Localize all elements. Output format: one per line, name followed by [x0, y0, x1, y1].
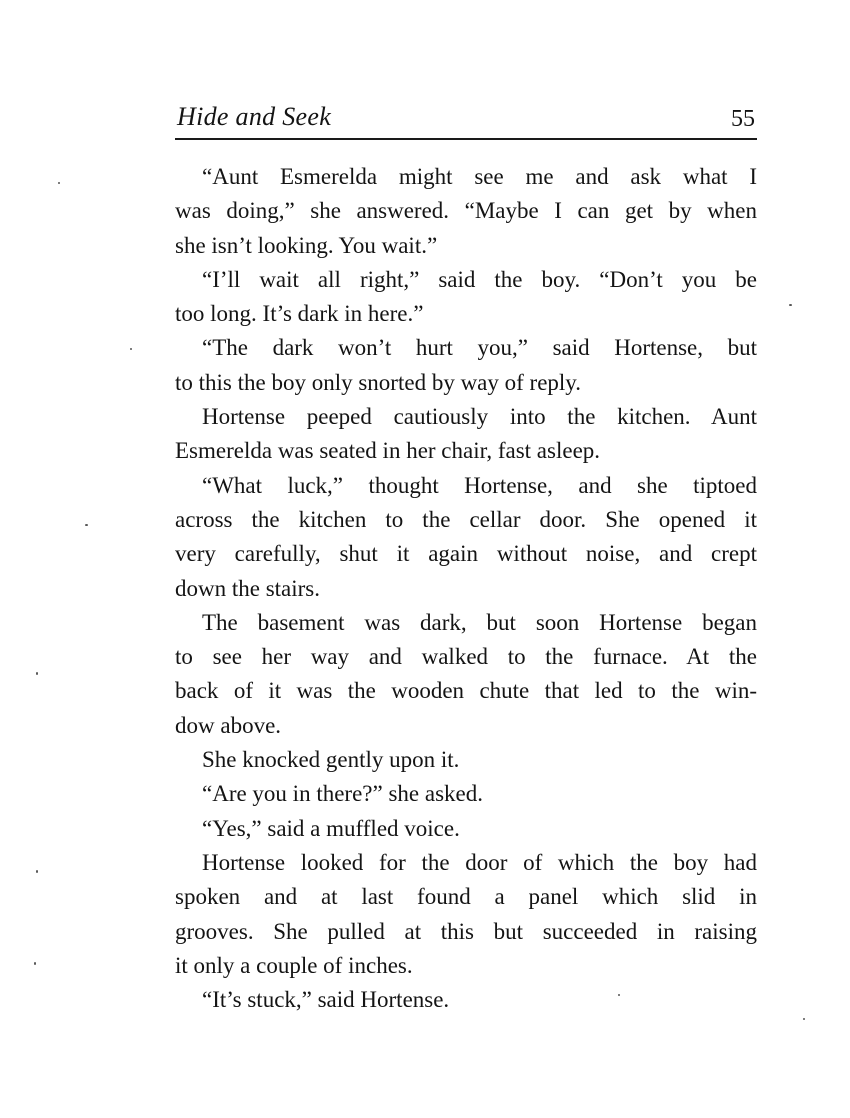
- text-line: to see her way and walked to the furnace. At the: [175, 644, 757, 670]
- paragraph: [175, 743, 757, 777]
- paragraph: [175, 469, 757, 606]
- scan-speck: [36, 672, 38, 675]
- text-line: “It’s stuck,” said Hortense.: [202, 987, 450, 1013]
- paragraph: [175, 777, 757, 811]
- scan-speck: [85, 524, 88, 526]
- text-line: back of it was the wooden chute that led to the win-: [175, 678, 757, 704]
- text-line: to this the boy only snorted by way of reply.: [175, 369, 582, 395]
- text-line: very carefully, shut it again without noise, and crept: [175, 541, 757, 567]
- paragraph: [175, 846, 757, 983]
- paragraph: [175, 331, 757, 400]
- paragraph: [175, 983, 757, 1017]
- page-number: 55: [731, 106, 755, 132]
- text-line: grooves. She pulled at this but succeeded in raising: [175, 918, 757, 944]
- text-line: was doing,” she answered. “Maybe I can get by when: [175, 198, 757, 224]
- text-line: dow above.: [175, 712, 282, 738]
- text-line: Hortense looked for the door of which the boy had: [202, 849, 757, 875]
- scan-speck: [803, 1018, 805, 1020]
- paragraph: [175, 160, 757, 263]
- text-line: “The dark won’t hurt you,” said Hortense, but: [202, 335, 757, 361]
- text-line: She knocked gently upon it.: [202, 747, 460, 773]
- text-line: across the kitchen to the cellar door. She opened it: [175, 506, 757, 532]
- text-line: “I’ll wait all right,” said the boy. “Don’t you be: [202, 266, 757, 292]
- text-line: Hortense peeped cautiously into the kitchen. Aunt: [202, 404, 757, 430]
- scan-speck: [58, 182, 60, 184]
- text-line: down the stairs.: [175, 575, 321, 601]
- body-text: [175, 160, 757, 1017]
- text-line: she isn’t looking. You wait.”: [175, 232, 438, 258]
- paragraph: [175, 263, 757, 332]
- text-line: Esmerelda was seated in her chair, fast asleep.: [175, 438, 601, 464]
- text-line: The basement was dark, but soon Hortense began: [202, 609, 757, 635]
- paragraph: [175, 606, 757, 743]
- scan-speck: [34, 962, 36, 965]
- text-line: “What luck,” thought Hortense, and she tiptoed: [202, 472, 757, 498]
- text-line: “Aunt Esmerelda might see me and ask what I: [202, 164, 757, 189]
- paragraph: [175, 812, 757, 846]
- text-line: too long. It’s dark in here.”: [175, 301, 424, 327]
- text-line: spoken and at last found a panel which slid in: [175, 884, 757, 910]
- page-header: [175, 98, 757, 140]
- scan-speck: [789, 304, 792, 306]
- text-line: it only a couple of inches.: [175, 952, 413, 978]
- scan-speck: [130, 348, 132, 350]
- scan-speck: [618, 994, 620, 996]
- text-line: “Are you in there?” she asked.: [202, 781, 483, 807]
- running-title: Hide and Seek: [177, 102, 332, 131]
- paragraph: [175, 400, 757, 469]
- text-line: “Yes,” said a muffled voice.: [202, 815, 460, 841]
- scan-speck: [36, 870, 38, 873]
